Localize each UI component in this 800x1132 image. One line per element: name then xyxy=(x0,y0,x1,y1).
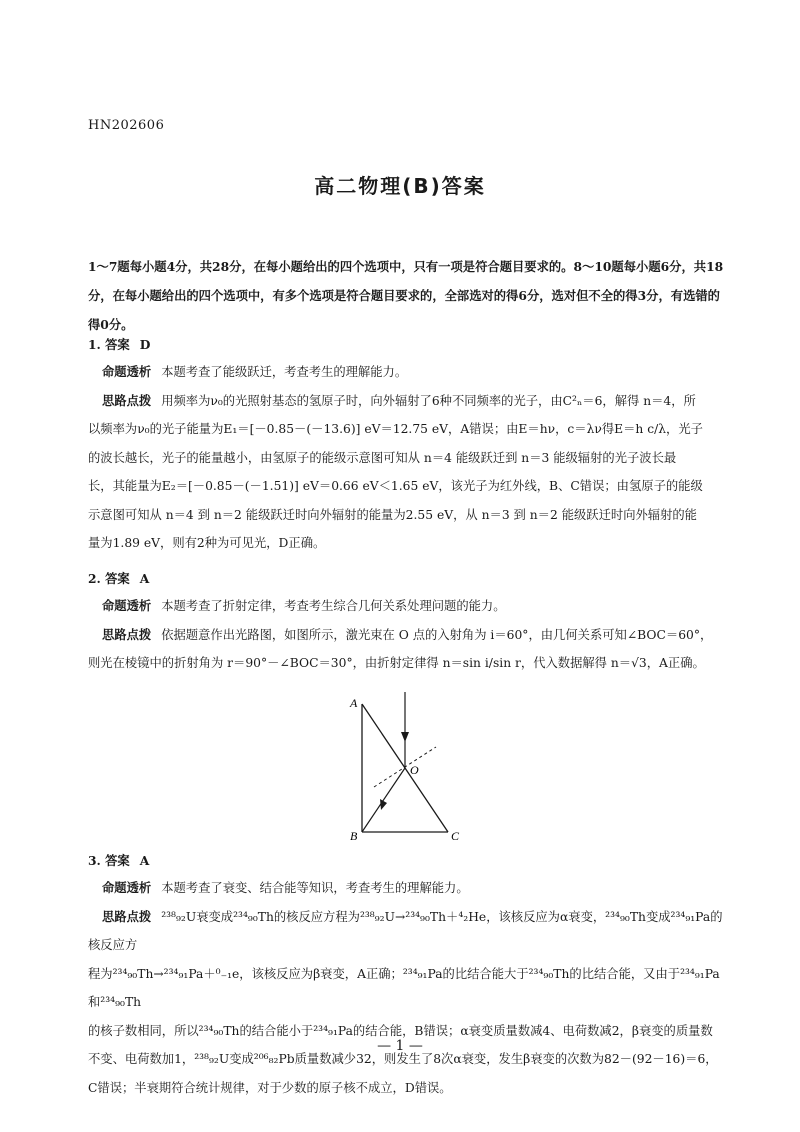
q2-intent-row xyxy=(88,592,724,621)
q3-line: 程为²³⁴₉₀Th→²³⁴₉₁Pa＋⁰₋₁e，该核反应为β衰变，A正确；²³⁴₉₁Pa的比结合能大于²³⁴₉₀Th的比结合能，又由于²³⁴₉₁Pa和²³⁴₉₀Th xyxy=(88,966,720,1009)
incident-arrow xyxy=(401,732,409,742)
q2-intent: 本题考查了折射定律，考查考生综合几何关系处理问题的能力。 xyxy=(161,599,506,613)
doc-code: HN202606 xyxy=(88,118,165,133)
page-number: — 1 — xyxy=(377,1038,423,1054)
q1-intent-row xyxy=(88,358,724,387)
q3-intent-label: 命题透析 xyxy=(102,881,152,895)
vertex-b-label: B xyxy=(350,829,358,843)
q3-line: 不变、电荷数加1，²³⁸₉₂U变成²⁰⁶₈₂Pb质量数减少32，则发生了8次α衰变，发生β衰变的次数为82－(92－16)＝6， xyxy=(88,1052,718,1066)
q1-line: 以频率为ν₀的光子能量为E₁＝[－0.85－(－13.6)] eV＝12.75 eV，A错误；由E＝hν，c＝λν得E＝h c/λ，光子 xyxy=(88,422,703,436)
refracted-ray xyxy=(362,768,405,832)
scoring-instructions: 1～7题每小题4分，共28分，在每小题给出的四个选项中，只有一项是符合题目要求的。8～10题每小题6分，共18分，在每小题给出的四个选项中，有多个选项是符合题目要求的，全部选对的得6分，选对但不全的得3分，有选错的得0分。 xyxy=(88,259,724,332)
q1-line: 量为1.89 eV，则有2种为可见光，D正确。 xyxy=(88,536,326,550)
q2-line: 则光在棱镜中的折射角为 r＝90°－∠BOC＝30°，由折射定律得 n＝sin i/sin r，代入数据解得 n＝√3，A正确。 xyxy=(88,656,705,670)
point-o-label: O xyxy=(410,763,419,777)
q2-line: 依据题意作出光路图，如图所示，激光束在 O 点的入射角为 i＝60°，由几何关系可知∠BOC＝60°， xyxy=(161,627,713,642)
prism-light-path-diagram xyxy=(330,692,470,847)
q1-idea-label: 思路点拨 xyxy=(102,393,152,408)
q1-intent-label: 命题透析 xyxy=(102,365,152,379)
question-3 xyxy=(88,848,724,1102)
q1-answer-line xyxy=(88,332,724,358)
question-2 xyxy=(88,566,724,678)
q2-idea-label: 思路点拨 xyxy=(102,627,152,642)
q1-line: 示意图可知从 n＝4 到 n＝2 能级跃迁时向外辐射的能量为2.55 eV，从 n＝3 到 n＝2 能级跃迁时向外辐射的能 xyxy=(88,507,697,522)
q2-head: 2. 答案 xyxy=(88,571,130,586)
vertex-c-label: C xyxy=(451,829,460,843)
q2-idea-row xyxy=(88,621,724,650)
vertex-a-label: A xyxy=(350,696,358,710)
q1-answer: D xyxy=(139,337,151,352)
q3-head: 3. 答案 xyxy=(88,853,130,868)
q3-idea-label: 思路点拨 xyxy=(102,909,152,924)
q3-line: ²³⁸₉₂U衰变成²³⁴₉₀Th的核反应方程为²³⁸₉₂U→²³⁴₉₀Th＋⁴₂He，该核反应为α衰变，²³⁴₉₀Th变成²³⁴₉₁Pa的核反应方 xyxy=(88,909,723,952)
q1-line: 的波长越长，光子的能量越小，由氢原子的能级示意图可知从 n＝4 能级跃迁到 n＝3 能级辐射的光子波长最 xyxy=(88,450,677,465)
q1-line: 长，其能量为E₂＝[－0.85－(－1.51)] eV＝0.66 eV＜1.65 eV，该光子为红外线，B、C错误；由氢原子的能级 xyxy=(88,479,703,493)
q1-head: 1. 答案 xyxy=(88,337,130,352)
question-1 xyxy=(88,332,724,558)
q3-idea-row xyxy=(88,903,724,960)
q2-answer: A xyxy=(139,571,150,586)
q3-answer: A xyxy=(139,853,150,868)
q3-line: 的核子数相同，所以²³⁴₉₀Th的结合能小于²³⁴₉₁Pa的结合能，B错误；α衰变质量数减4、电荷数减2，β衰变的质量数 xyxy=(88,1023,713,1038)
q1-idea-row xyxy=(88,387,724,416)
q3-intent-row xyxy=(88,874,724,903)
page-title: 高二物理(B)答案 xyxy=(314,174,486,198)
q1-intent: 本题考查了能级跃迁，考查考生的理解能力。 xyxy=(161,365,408,379)
q2-intent-label: 命题透析 xyxy=(102,599,152,613)
q1-line: 用频率为ν₀的光照射基态的氢原子时，向外辐射了6种不同频率的光子，由C²ₙ＝6，解得 n＝4，所 xyxy=(161,393,696,408)
q3-line: C错误；半衰期符合统计规律，对于少数的原子核不成立，D错误。 xyxy=(88,1080,452,1095)
q3-answer-line xyxy=(88,848,724,874)
q3-intent: 本题考查了衰变、结合能等知识，考查考生的理解能力。 xyxy=(161,881,469,895)
q2-answer-line xyxy=(88,566,724,592)
